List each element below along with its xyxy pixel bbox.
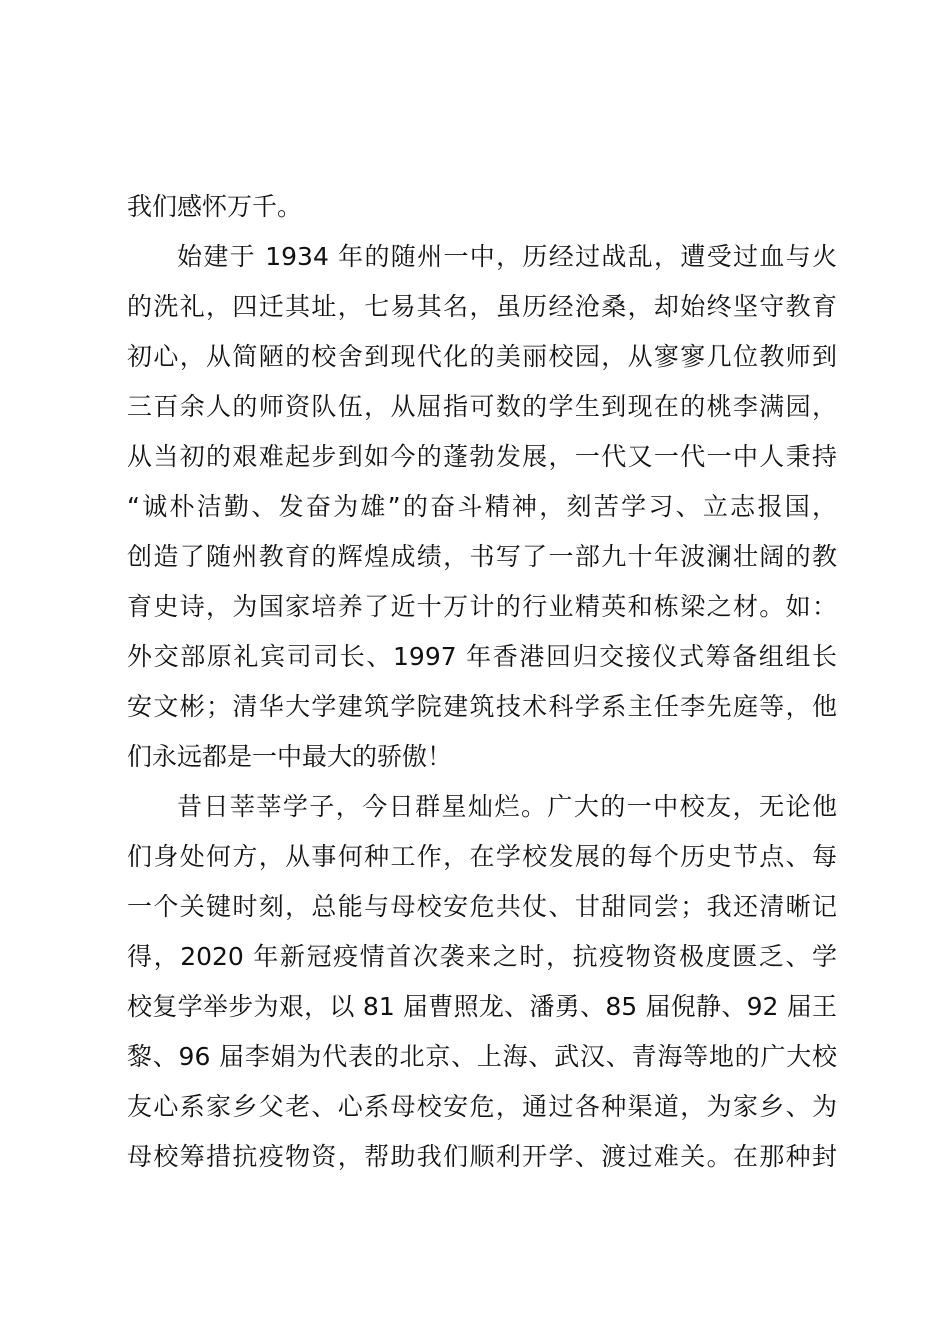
text-line: 黎、96 届李娟为代表的北京、上海、武汉、青海等地的广大校 xyxy=(127,1042,837,1071)
text-line: 从当初的艰难起步到如今的蓬勃发展，一代又一代一中人秉持 xyxy=(127,442,837,471)
text-line: “诚朴洁勤、发奋为雄”的奋斗精神，刻苦学习、立志报国， xyxy=(127,492,837,521)
text-line: 育史诗，为国家培养了近十万计的行业精英和栋梁之材。如： xyxy=(127,592,837,621)
paragraph-first-line: 昔日莘莘学子，今日群星灿烂。广大的一中校友，无论他 xyxy=(177,792,837,821)
text-line: 我们感怀万千。 xyxy=(127,192,303,221)
text-line: 安文彬；清华大学建筑学院建筑技术科学系主任李先庭等，他 xyxy=(127,692,837,721)
text-line: 创造了随州教育的辉煌成绩，书写了一部九十年波澜壮阔的教 xyxy=(127,542,837,571)
text-line: 们身处何方，从事何种工作，在学校发展的每个历史节点、每 xyxy=(127,842,837,871)
text-line: 们永远都是一中最大的骄傲！ xyxy=(127,742,453,771)
text-line: 的洗礼，四迁其址，七易其名，虽历经沧桑，却始终坚守教育 xyxy=(127,292,837,321)
text-line: 初心，从简陋的校舍到现代化的美丽校园，从寥寥几位教师到 xyxy=(127,342,837,371)
text-line: 友心系家乡父老、心系母校安危，通过各种渠道，为家乡、为 xyxy=(127,1092,837,1121)
text-line: 校复学举步为艰，以 81 届曹照龙、潘勇、85 届倪静、92 届王 xyxy=(127,992,837,1021)
text-line: 外交部原礼宾司司长、1997 年香港回归交接仪式筹备组组长 xyxy=(127,642,837,671)
text-line: 一个关键时刻，总能与母校安危共仗、甘甜同尝；我还清晰记 xyxy=(127,892,837,921)
paragraph-first-line: 始建于 1934 年的随州一中，历经过战乱，遭受过血与火 xyxy=(177,242,837,271)
text-line: 三百余人的师资队伍，从屈指可数的学生到现在的桃李满园， xyxy=(127,392,837,421)
text-line: 得，2020 年新冠疫情首次袭来之时，抗疫物资极度匮乏、学 xyxy=(127,942,837,971)
text-line: 母校筹措抗疫物资，帮助我们顺利开学、渡过难关。在那种封 xyxy=(127,1142,837,1171)
